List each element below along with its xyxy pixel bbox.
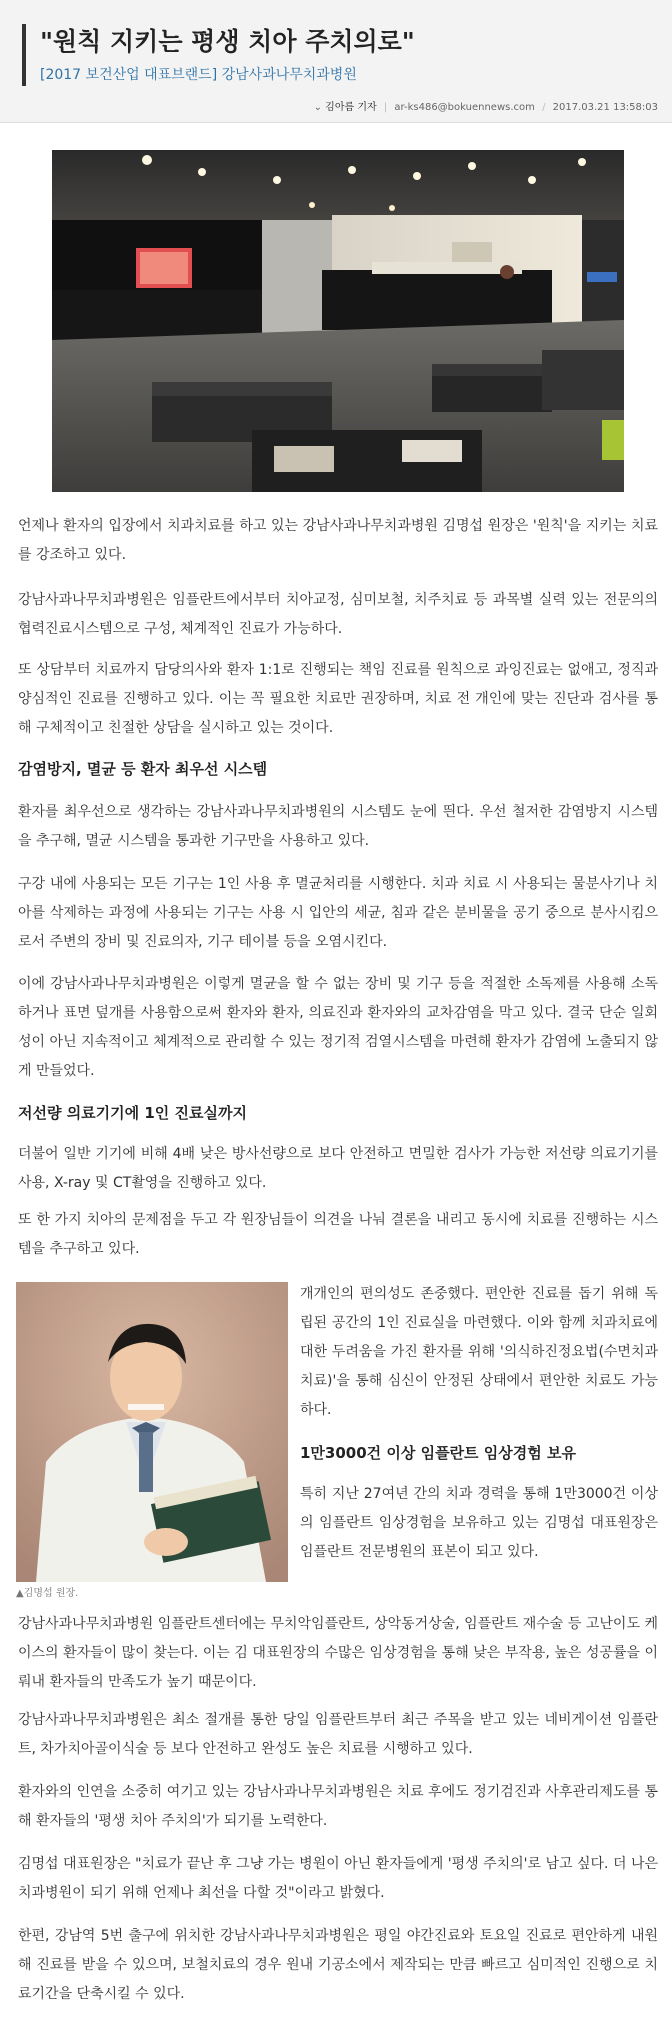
paragraph: 한편, 강남역 5번 출구에 위치한 강남사과나무치과병원은 평일 야간진료와 토요일 진료로 편안하게 내원해 진료를 받을 수 있으며, 보철치료의 경우 원내 기공소에서 제작되는 만큼 빠르고 심미적인 진행으로 치료기간을 단축시킬 수 있다. — [18, 1928, 658, 2002]
chevron-down-icon[interactable]: ⌄ — [313, 102, 322, 113]
paragraph: 환자와의 인연을 소중히 여기고 있는 강남사과나무치과병원은 치료 후에도 정기검진과 사후관리제도를 통해 환자들의 '평생 치아 주치의'가 되기를 노력한다. — [18, 1784, 658, 1829]
meta-divider: / — [542, 102, 546, 113]
meta-divider: | — [383, 102, 388, 113]
paragraph: 환자를 최우선으로 생각하는 강남사과나무치과병원의 시스템도 눈에 띈다. 우선 철저한 감염방지 시스템을 추구해, 멸균 시스템을 통과한 기구만을 사용하고 있다. — [18, 804, 658, 849]
paragraph: 김명섭 대표원장은 "치료가 끝난 후 그냥 가는 병원이 아닌 환자들에게 '평생 주치의'로 남고 싶다. 더 나은 치과병원이 되기 위해 언제나 최선을 다할 것"이라고 밝혔다. — [18, 1856, 658, 1901]
author-email[interactable]: ar-ks486@bokuennews.com — [394, 102, 535, 113]
paragraph: 언제나 환자의 입장에서 치과치료를 하고 있는 강남사과나무치과병원 김명섭 원장은 '원칙'을 지키는 치료를 강조하고 있다. — [18, 518, 658, 563]
clinic-lobby-photo — [52, 150, 624, 492]
paragraph: 강남사과나무치과병원은 임플란트에서부터 치아교정, 심미보철, 치주치료 등 과목별 실력 있는 전문의의 협력진료시스템으로 구성, 체계적인 진료가 가능하다. — [18, 592, 658, 637]
paragraph: 개개인의 편의성도 존중했다. 편안한 진료를 돕기 위해 독립된 공간의 1인 진료실을 마련했다. 이와 함께 치과치료에 대한 두려움을 가진 환자를 위해 '의식하진정요법(수면치과치료)'을 통해 심신이 안정된 상태에서 편안한 치료도 가능하다. — [300, 1286, 658, 1418]
paragraph: 이에 강남사과나무치과병원은 이렇게 멸균을 할 수 없는 장비 및 기구 등을 적절한 소독제를 사용해 소독하거나 표면 덮개를 사용함으로써 환자와 환자, 의료진과 환자와의 교차감염을 막고 있다. 결국 단순 일회성이 아닌 지속적이고 체계적으로 관리할 수 있는 정기적 검열시스템을 마련해 환자가 감염에 노출되지 않게 만들었다. — [18, 976, 658, 1079]
section-heading: 감염방지, 멸균 등 환자 최우선 시스템 — [18, 760, 268, 778]
article-header — [0, 0, 672, 123]
article-meta — [314, 98, 658, 113]
paragraph: 또 상담부터 치료까지 담당의사와 환자 1:1로 진행되는 책임 진료를 원칙으로 과잉진료는 없애고, 정직과 양심적인 진료를 진행하고 있다. 이는 꼭 필요한 치료만 권장하며, 치료 전 개인에 맞는 진단과 검사를 통해 구체적이고 친절한 상담을 실시하고 있는 것이다. — [18, 662, 658, 736]
doctor-portrait-photo — [16, 1282, 288, 1582]
paragraph: 강남사과나무치과병원은 최소 절개를 통한 당일 임플란트부터 최근 주목을 받고 있는 네비게이션 임플란트, 차가치아골이식술 등 보다 안전하고 완성도 높은 치료를 시행하고 있다. — [18, 1712, 658, 1757]
photo-caption: ▲김명섭 원장. — [16, 1588, 79, 1599]
author-name[interactable]: 김아름 기자 — [325, 102, 377, 113]
paragraph: 특히 지난 27여년 간의 치과 경력을 통해 1만3000건 이상의 임플란트 임상경험을 보유하고 있는 김명섭 대표원장은 임플란트 전문병원의 표본이 되고 있다. — [300, 1486, 658, 1560]
section-heading: 1만3000건 이상 임플란트 임상경험 보유 — [300, 1444, 576, 1462]
paragraph: 강남사과나무치과병원 임플란트센터에는 무치악임플란트, 상악동거상술, 임플란트 재수술 등 고난이도 케이스의 환자들이 많이 찾는다. 이는 김 대표원장의 수많은 임상경험을 통해 낮은 부작용, 높은 성공률을 이뤄내 환자들의 만족도가 높기 때문이다. — [18, 1616, 658, 1690]
paragraph: 구강 내에 사용되는 모든 기구는 1인 사용 후 멸균처리를 시행한다. 치과 치료 시 사용되는 물분사기나 치아를 삭제하는 과정에 사용되는 기구는 사용 시 입안의 세균, 침과 같은 분비물을 공기 중으로 분사시킴으로서 주변의 장비 및 진료의자, 기구 테이블 등을 오염시킨다. — [18, 876, 658, 950]
paragraph: 또 한 가지 치아의 문제점을 두고 각 원장님들이 의견을 나눠 결론을 내리고 동시에 치료를 진행하는 시스템을 추구하고 있다. — [18, 1212, 658, 1257]
article-title: "원칙 지키는 평생 치아 주치의로" — [40, 27, 415, 56]
title-accent-bar — [22, 24, 26, 86]
article-subtitle: [2017 보건산업 대표브랜드] 강남사과나무치과병원 — [40, 67, 357, 83]
publish-date: 2017.03.21 13:58:03 — [552, 102, 658, 113]
paragraph: 더불어 일반 기기에 비해 4배 낮은 방사선량으로 보다 안전하고 면밀한 검사가 가능한 저선량 의료기기를 사용, X-ray 및 CT촬영을 진행하고 있다. — [18, 1146, 658, 1191]
section-heading: 저선량 의료기기에 1인 진료실까지 — [18, 1104, 247, 1122]
